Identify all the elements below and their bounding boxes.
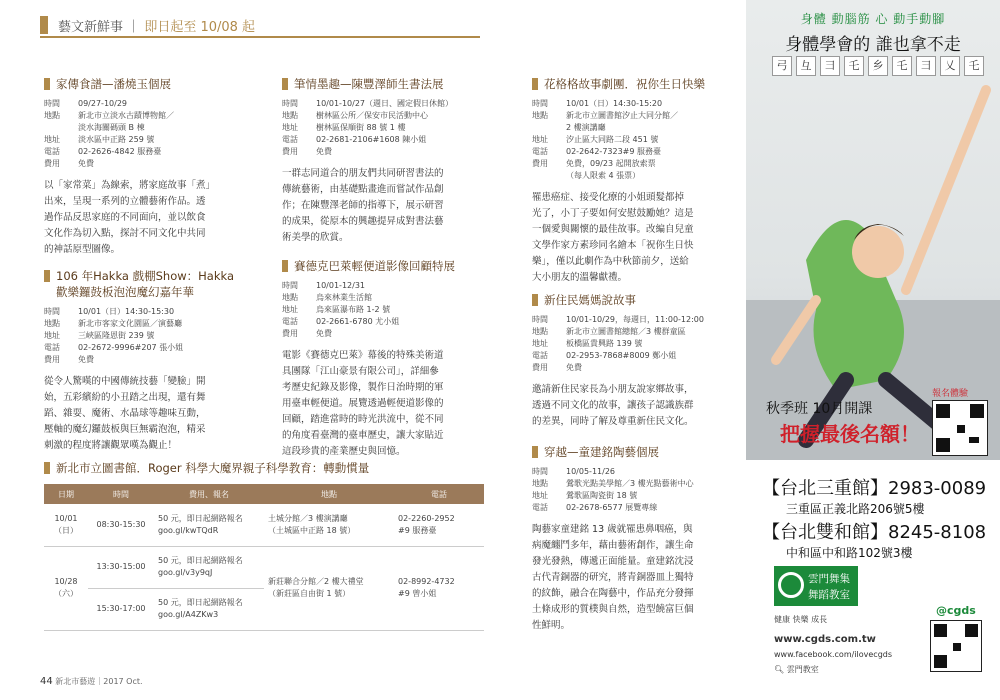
event-info [282, 98, 482, 158]
desc-line: 一群志同道合的朋友們共同研習書法的 [282, 168, 444, 179]
event-title: 新住民媽媽說故事 [544, 293, 636, 307]
event-calligraphy [282, 76, 482, 246]
info-row [282, 280, 482, 292]
info-row [44, 318, 244, 330]
info-value: 淡水海關碼頭 B 棟 [78, 123, 145, 132]
col-header: 費用、報名 [154, 484, 264, 504]
event-desc [532, 382, 742, 430]
info-row [532, 490, 742, 502]
event-desc [44, 178, 244, 258]
event-new-residents [532, 292, 742, 430]
event-desc [532, 190, 742, 286]
info-key: 時間 [44, 307, 60, 316]
info-value: 烏來林業生活館 [316, 293, 372, 302]
info-value: 三峽區隆恩街 239 號 [78, 331, 155, 340]
event-title: 新北市立圖書館．Roger 科學大魔界親子科學教育：轉動慣量 [56, 461, 370, 475]
ad-slogan-2: 身體學會的 誰也拿不走 [785, 35, 961, 55]
info-key: 電話 [44, 147, 60, 156]
info-row [532, 362, 742, 374]
info-row [282, 292, 482, 304]
info-key [44, 122, 78, 134]
title-marker [44, 270, 50, 282]
info-value: 02-2678-6577 展覽專線 [566, 503, 658, 512]
info-row [44, 98, 244, 110]
event-title: 花格格故事劇團．祝你生日快樂 [544, 77, 705, 91]
signup-qr-code[interactable] [932, 400, 988, 456]
event-flower-drama [532, 76, 742, 286]
info-value: 新北市客家文化園區／演藝廳 [78, 319, 182, 328]
info-value: 02-2681-2106#1608 陳小姐 [316, 135, 427, 144]
info-value: 2 樓演講廳 [566, 123, 606, 132]
info-key: 費用 [282, 147, 298, 156]
glyph-row [772, 56, 984, 76]
desc-line: 這段珍貴的產業歷史與回憶。 [282, 446, 406, 457]
header-section: 藝文新鮮事 [58, 20, 124, 35]
desc-line: 電影《賽德克巴萊》幕後的特殊美術道 [282, 350, 444, 361]
desc-line: 罹患癌症、接受化療的小姐頭髮都掉 [532, 192, 685, 203]
desc-line: 以「家常菜」為線索，將家庭故事「煮」 [44, 180, 216, 191]
event-title: 穿越—童建銘陶藝個展 [544, 445, 659, 459]
desc-line: 的成果，從原本的興趣提昇成對書法藝 [282, 216, 444, 227]
cell-time: 08:30-15:30 [88, 504, 154, 546]
desc-line: 樂」，僅以此劇作為中秋節前夕，送給 [532, 256, 689, 267]
event-pottery [532, 444, 742, 634]
info-row [532, 314, 742, 326]
info-row [44, 110, 244, 122]
event-family-recipe [44, 76, 244, 258]
cell-ext: #9 服務臺 [398, 525, 437, 535]
desc-line: 邀請新住民家長為小朋友說家鄉故事， [532, 384, 694, 395]
table-header-row [44, 484, 484, 504]
desc-line: 壓軸的魔幻鑼鼓板與巨無霸泡泡，精采 [44, 424, 206, 435]
website-qr-code[interactable] [930, 620, 982, 672]
title-marker [282, 78, 288, 90]
event-info [532, 466, 742, 514]
social-handle: @cgds [936, 604, 976, 617]
section-header [40, 14, 480, 38]
cell-link[interactable]: goo.gl/v3y9qJ [158, 568, 213, 577]
info-row [532, 350, 742, 362]
desc-line: 文化作為切入點，探討不同文化中共同 [44, 228, 206, 239]
info-row [532, 122, 742, 134]
info-row [282, 316, 482, 328]
info-key: 地點 [532, 111, 548, 120]
col-header: 地點 [264, 484, 394, 504]
glyph-tile: 乇 [964, 56, 984, 76]
cell-phone: 02-8992-4732 [398, 577, 455, 586]
cell-link[interactable]: goo.gl/A4ZKw3 [158, 610, 219, 619]
desc-line: 傳統藝術，由基礎點畫進而嘗試作品創 [282, 184, 444, 195]
info-value: 鶯歌區陶瓷街 18 號 [566, 491, 638, 500]
title-marker [532, 446, 538, 458]
info-key: 地點 [532, 327, 548, 336]
header-sep: ｜ [127, 20, 141, 35]
info-key: 電話 [44, 343, 60, 352]
info-value: 10/01（日）14:30-15:20 [566, 99, 663, 108]
branch-shuanghe-address: 中和區中和路102號3樓 [786, 546, 913, 560]
info-key: 地點 [282, 293, 298, 302]
info-key: 地址 [282, 305, 298, 314]
info-row [44, 342, 244, 354]
desc-line: 的差異，同時了解及尊重新住民文化。 [532, 416, 694, 427]
header-bar [40, 16, 48, 34]
spiral-logo-icon [778, 572, 804, 598]
info-row [282, 146, 482, 158]
desc-line: 文學作家方素珍同名繪本「祝你生日快 [532, 240, 694, 251]
info-key: 地址 [532, 339, 548, 348]
info-key: 電話 [532, 351, 548, 360]
branch-sanchong-address: 三重區正義北路206號5樓 [786, 502, 925, 516]
info-value: 免費 [566, 363, 582, 372]
desc-line: 回顧，踏進當時的時光洪流中，從不同 [282, 414, 444, 425]
info-key: 地點 [44, 319, 60, 328]
cell-fee: 50 元，即日起網路報名 [158, 598, 243, 607]
desc-line: 一個愛與關懷的最佳故事。改編自兒童 [532, 224, 694, 235]
glyph-tile: 彑 [796, 56, 816, 76]
table-row [44, 546, 484, 588]
event-title: 家傳食譜—潘燒玉個展 [56, 77, 171, 91]
desc-line: 從令人驚嘆的中國傳統技藝「變臉」開 [44, 376, 206, 387]
event-desc [282, 348, 482, 460]
event-desc [44, 374, 244, 454]
info-row [532, 170, 742, 182]
event-seediq [282, 258, 482, 460]
search-hint [774, 664, 819, 675]
cell-time: 15:30-17:00 [88, 588, 154, 630]
info-value: 烏來區瀑布路 1-2 號 [316, 305, 391, 314]
event-info [44, 98, 244, 170]
desc-line: 始，五彩繽紛的小丑踏之出現，還有舞 [44, 392, 206, 403]
info-value: 10/05-11/26 [566, 467, 615, 476]
info-value: 汐止區大同路二段 451 號 [566, 135, 659, 144]
cell-date: 10/28（六） [44, 546, 88, 630]
info-row [44, 158, 244, 170]
info-value: 10/01-10/27（週日、國定假日休館） [316, 99, 453, 108]
glyph-tile: 彐 [916, 56, 936, 76]
cell-ext: #9 曾小姐 [398, 589, 437, 598]
info-key: 地點 [282, 111, 298, 120]
cell-fee: 50 元，即日起網路報名 [158, 556, 243, 565]
info-value: 鶯歌光點美學館／3 樓光點藝術中心 [566, 479, 694, 488]
desc-line: 的紋飾，融合在陶藝中，作品充分發揮 [532, 588, 694, 599]
info-key: 時間 [282, 281, 298, 290]
info-value: 免費 [316, 329, 332, 338]
desc-line: 用臺車輕便道。展覽透過輕便道影像的 [282, 398, 444, 409]
event-desc [532, 522, 742, 634]
cell-address: （新莊區自由街 1 號） [268, 589, 351, 598]
desc-line: 大小朋友的溫馨獻禮。 [532, 272, 628, 283]
info-row [282, 122, 482, 134]
event-title-line2: 歡樂鑼鼓板泡泡魔幻嘉年華 [56, 285, 194, 299]
info-key: 費用 [532, 363, 548, 372]
desc-line: 光了，小丁子要如何安慰鼓勵她？這是 [532, 208, 694, 219]
tagline: 健康 快樂 成長 [774, 615, 828, 624]
info-row [282, 110, 482, 122]
info-row [532, 158, 742, 170]
page-number: 44 [40, 676, 53, 687]
event-info [532, 98, 742, 182]
autumn-class-text: 秋季班 10月開課 [766, 401, 873, 417]
header-subtitle: 即日起至 10/08 起 [144, 20, 256, 35]
info-key: 時間 [532, 99, 548, 108]
info-row [282, 328, 482, 340]
facebook-url[interactable]: www.facebook.com/ilovecgds [774, 650, 893, 659]
desc-line: 具團隊「江山豪景有限公司」，詳細參 [282, 366, 439, 377]
search-icon: 🔍︎ [774, 665, 785, 674]
hurry-text: 把握最後名額！ [780, 422, 920, 446]
info-row [44, 134, 244, 146]
info-row [532, 146, 742, 158]
glyph-tile: 弓 [772, 56, 792, 76]
event-desc [282, 166, 482, 246]
glyph-tile: 乂 [940, 56, 960, 76]
info-row [282, 98, 482, 110]
info-key: 地址 [532, 491, 548, 500]
info-row [532, 98, 742, 110]
table-row [44, 504, 484, 546]
event-title: 筆情墨趣—陳豐澤師生書法展 [294, 77, 444, 91]
logo-name-1: 雲門舞集 [808, 573, 850, 585]
info-value: 板橋區貴興路 139 號 [566, 339, 643, 348]
info-value: 免費 [78, 355, 94, 364]
info-value: 10/01-12/31 [316, 281, 365, 290]
info-row [532, 326, 742, 338]
info-key: 地點 [532, 479, 548, 488]
info-value: 新北市立圖書館總館／3 樓群童區 [566, 327, 686, 336]
desc-line: 古代青銅器的研究，將青銅器皿上獨特 [532, 572, 694, 583]
info-value: 02-2661-6780 尤小姐 [316, 317, 400, 326]
cell-location: 土城分館／3 樓演講廳 [268, 513, 348, 523]
branch-sanchong-name: 【台北三重館】2983-0089 [762, 478, 987, 499]
search-text: 雲門教室 [786, 665, 819, 674]
event-library-science [44, 460, 484, 631]
info-row [532, 338, 742, 350]
info-key [532, 170, 566, 182]
info-key: 地點 [44, 111, 60, 120]
info-row [532, 502, 742, 514]
info-value: 新北市立圖書館汐止大同分館／ [566, 111, 678, 120]
info-row [282, 304, 482, 316]
desc-line: 的角度看臺灣的臺車歷史，讓大家貼近 [282, 430, 444, 441]
info-row [44, 330, 244, 342]
info-key: 地址 [532, 135, 548, 144]
desc-line: 蹈、雜耍、魔術、水晶球等趣味互動， [44, 408, 206, 419]
desc-line: 過作品反思家庭的不同面向，並以飲食 [44, 212, 206, 223]
info-value: 10/01-10/29，每週日，11:00-12:00 [566, 315, 704, 324]
desc-line: 透過不同文化的故事，讓孩子認識族群 [532, 400, 694, 411]
branch-shuanghe-name: 【台北雙和館】8245-8108 [762, 522, 987, 543]
info-row [532, 478, 742, 490]
cell-fee: 50 元，即日起網路報名 [158, 513, 243, 523]
info-key [532, 122, 566, 134]
ad-slogan-1: 身體 動腦筋 心 動手動腳 [800, 12, 946, 26]
signup-note: 報名體驗 [932, 389, 969, 399]
info-value: 新北市立淡水古蹟博物館／ [78, 111, 174, 120]
title-marker [44, 462, 50, 474]
info-row [44, 146, 244, 158]
info-value: 02-2626-4842 服務臺 [78, 147, 162, 156]
title-marker [532, 78, 538, 90]
desc-line: 術美學的欣賞。 [282, 232, 349, 243]
info-value: 淡水區中正路 259 號 [78, 135, 155, 144]
footer-left [40, 676, 143, 687]
info-value: 09/27-10/29 [78, 99, 127, 108]
info-row [532, 134, 742, 146]
dance-school-ad [746, 0, 1000, 700]
event-info [282, 280, 482, 340]
desc-line: 性鮮明。 [532, 620, 571, 631]
info-key: 電話 [532, 147, 548, 156]
glyph-tile: 彐 [820, 56, 840, 76]
event-info [44, 306, 244, 366]
schedule-table [44, 484, 484, 631]
logo-name-2: 舞蹈教室 [808, 589, 850, 601]
info-key: 時間 [532, 315, 548, 324]
cell-link[interactable]: goo.gl/kwTQdR [158, 525, 219, 535]
event-hakka-show [44, 268, 244, 454]
info-key: 時間 [44, 99, 60, 108]
info-value: （每人限索 4 張票） [566, 171, 641, 180]
event-title: 106 年Hakka 戲棚Show：Hakka [56, 269, 235, 283]
info-row [44, 354, 244, 366]
cell-time: 13:30-15:00 [88, 546, 154, 588]
info-key: 時間 [282, 99, 298, 108]
info-key: 費用 [282, 329, 298, 338]
info-row [44, 122, 244, 134]
desc-line: 病魔纏鬥多年，藉由藝術創作，讓生命 [532, 540, 694, 551]
col-header: 日期 [44, 484, 88, 504]
glyph-tile: 乡 [868, 56, 888, 76]
cloud-gate-logo [774, 566, 858, 606]
desc-line: 的神話原型圖像。 [44, 244, 121, 255]
desc-line: 考歷史紀錄及影像，製作日治時期的軍 [282, 382, 444, 393]
info-row [532, 466, 742, 478]
info-row [532, 110, 742, 122]
info-key: 費用 [44, 159, 60, 168]
cell-date: 10/01（日） [44, 504, 88, 546]
glyph-tile: 乇 [892, 56, 912, 76]
title-marker [44, 78, 50, 90]
info-value: 樹林區保順街 88 號 1 樓 [316, 123, 406, 132]
desc-line: 作；在陳豐澤老師的指導下，展示研習 [282, 200, 444, 211]
col-header: 電話 [394, 484, 484, 504]
info-value: 免費 [78, 159, 94, 168]
event-title: 賽德克巴萊輕便道影像回顧特展 [294, 259, 455, 273]
cell-address: （土城區中正路 18 號） [268, 525, 356, 535]
info-key: 地址 [282, 123, 298, 132]
info-value: 02-2672-9996#207 張小姐 [78, 343, 184, 352]
info-value: 10/01（日）14:30-15:30 [78, 307, 175, 316]
event-info [532, 314, 742, 374]
desc-line: 發光發熱，傳遞正面能量。童建銘沈浸 [532, 556, 694, 567]
footer-text: 新北市藝遊｜2017 Oct. [55, 677, 143, 686]
desc-line: 出來，呈現一系列的立體藝術作品。透 [44, 196, 206, 207]
col-header: 時間 [88, 484, 154, 504]
info-key: 地址 [44, 331, 60, 340]
info-value: 免費 [316, 147, 332, 156]
info-row [282, 134, 482, 146]
website-url[interactable]: www.cgds.com.tw [774, 634, 876, 645]
cell-location: 新莊聯合分館／2 樓大禮堂 [268, 577, 364, 586]
info-key: 電話 [532, 503, 548, 512]
info-value: 免費，09/23 起開放索票 [566, 159, 656, 168]
info-key: 電話 [282, 135, 298, 144]
info-key: 費用 [532, 159, 548, 168]
title-marker [282, 260, 288, 272]
desc-line: 陶藝家童建銘 13 歲就罹患鼻咽癌，與 [532, 524, 693, 535]
cell-phone: 02-2260-2952 [398, 513, 455, 523]
info-row [44, 306, 244, 318]
info-key: 地址 [44, 135, 60, 144]
desc-line: 土條成形的質樸與自然，造型饒富巨個 [532, 604, 694, 615]
title-marker [532, 294, 538, 306]
info-value: 02-2953-7868#8009 鄭小姐 [566, 351, 677, 360]
info-key: 電話 [282, 317, 298, 326]
glyph-tile: 乇 [844, 56, 864, 76]
info-value: 02-2642-7323#9 服務臺 [566, 147, 662, 156]
info-value: 樹林區公所／保安市民活動中心 [316, 111, 428, 120]
info-key: 時間 [532, 467, 548, 476]
info-key: 費用 [44, 355, 60, 364]
desc-line: 刺激的程度將讓觀眾嘆為觀止！ [44, 440, 178, 451]
